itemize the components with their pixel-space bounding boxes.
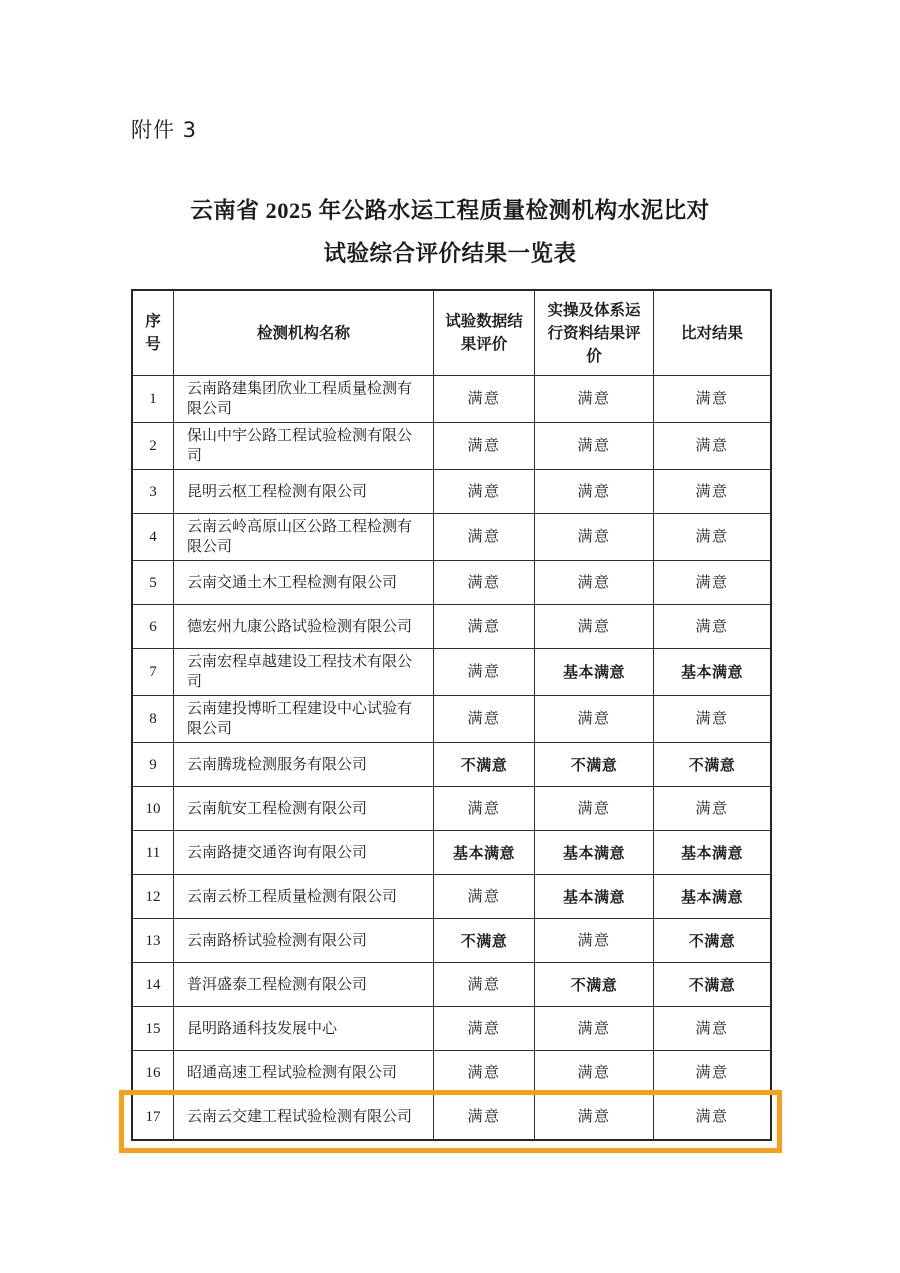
- table-row: [133, 605, 770, 649]
- cell-institution-name: 云南建投博昕工程建设中心试验有限公司: [174, 696, 434, 743]
- table-row: [133, 963, 770, 1007]
- cell-operation-eval: 满意: [535, 787, 654, 831]
- cell-test-data-eval: 满意: [434, 963, 535, 1007]
- cell-test-data-eval: 满意: [434, 470, 535, 514]
- cell-comparison-result: 满意: [654, 514, 770, 561]
- cell-operation-eval: 满意: [535, 561, 654, 605]
- cell-serial-number: 14: [133, 963, 174, 1007]
- cell-comparison-result: 基本满意: [654, 649, 770, 696]
- cell-operation-eval: 不满意: [535, 743, 654, 787]
- cell-institution-name: 云南路捷交通咨询有限公司: [174, 831, 434, 875]
- table-body: [133, 376, 770, 1139]
- cell-test-data-eval: 满意: [434, 649, 535, 696]
- cell-comparison-result: 满意: [654, 1007, 770, 1051]
- cell-comparison-result: 满意: [654, 787, 770, 831]
- cell-institution-name: 云南航安工程检测有限公司: [174, 787, 434, 831]
- cell-serial-number: 10: [133, 787, 174, 831]
- cell-operation-eval: 基本满意: [535, 831, 654, 875]
- cell-comparison-result: 不满意: [654, 963, 770, 1007]
- table-row: [133, 1095, 770, 1139]
- header-institution-name: 检测机构名称: [174, 291, 434, 376]
- cell-institution-name: 普洱盛泰工程检测有限公司: [174, 963, 434, 1007]
- cell-comparison-result: 基本满意: [654, 831, 770, 875]
- cell-institution-name: 保山中宇公路工程试验检测有限公司: [174, 423, 434, 470]
- cell-serial-number: 8: [133, 696, 174, 743]
- title-line-2: 试验综合评价结果一览表: [323, 241, 577, 266]
- cell-operation-eval: 满意: [535, 919, 654, 963]
- cell-institution-name: 昆明路通科技发展中心: [174, 1007, 434, 1051]
- table-row: [133, 875, 770, 919]
- title-line-1: 云南省 2025 年公路水运工程质量检测机构水泥比对: [190, 198, 710, 223]
- cell-institution-name: 昭通高速工程试验检测有限公司: [174, 1051, 434, 1095]
- table-row: [133, 696, 770, 743]
- cell-serial-number: 6: [133, 605, 174, 649]
- cell-test-data-eval: 满意: [434, 423, 535, 470]
- table-row: [133, 1007, 770, 1051]
- cell-comparison-result: 基本满意: [654, 875, 770, 919]
- cell-operation-eval: 满意: [535, 376, 654, 423]
- cell-test-data-eval: 满意: [434, 1007, 535, 1051]
- cell-operation-eval: 不满意: [535, 963, 654, 1007]
- cell-operation-eval: 满意: [535, 423, 654, 470]
- cell-serial-number: 5: [133, 561, 174, 605]
- cell-institution-name: 云南宏程卓越建设工程技术有限公司: [174, 649, 434, 696]
- table-row: [133, 470, 770, 514]
- cell-test-data-eval: 满意: [434, 514, 535, 561]
- cell-institution-name: 云南腾珑检测服务有限公司: [174, 743, 434, 787]
- cell-serial-number: 12: [133, 875, 174, 919]
- cell-serial-number: 16: [133, 1051, 174, 1095]
- table-row: [133, 831, 770, 875]
- cell-comparison-result: 不满意: [654, 743, 770, 787]
- cell-test-data-eval: 满意: [434, 1051, 535, 1095]
- cell-institution-name: 云南路建集团欣业工程质量检测有限公司: [174, 376, 434, 423]
- cell-serial-number: 2: [133, 423, 174, 470]
- header-serial-number: 序号: [133, 291, 174, 376]
- header-row: [133, 291, 770, 376]
- cell-institution-name: 云南交通土木工程检测有限公司: [174, 561, 434, 605]
- cell-test-data-eval: 满意: [434, 1095, 535, 1139]
- cell-test-data-eval: 满意: [434, 696, 535, 743]
- header-operation-eval: 实操及体系运行资料结果评价: [535, 291, 654, 376]
- cell-institution-name: 云南云岭高原山区公路工程检测有限公司: [174, 514, 434, 561]
- cell-operation-eval: 满意: [535, 1095, 654, 1139]
- cell-serial-number: 11: [133, 831, 174, 875]
- cell-test-data-eval: 满意: [434, 376, 535, 423]
- cell-comparison-result: 不满意: [654, 919, 770, 963]
- cell-institution-name: 德宏州九康公路试验检测有限公司: [174, 605, 434, 649]
- cell-test-data-eval: 满意: [434, 875, 535, 919]
- cell-test-data-eval: 不满意: [434, 743, 535, 787]
- cell-test-data-eval: 基本满意: [434, 831, 535, 875]
- cell-institution-name: 云南云桥工程质量检测有限公司: [174, 875, 434, 919]
- cell-serial-number: 1: [133, 376, 174, 423]
- table-row: [133, 787, 770, 831]
- cell-operation-eval: 满意: [535, 1007, 654, 1051]
- table-row: [133, 743, 770, 787]
- cell-test-data-eval: 满意: [434, 605, 535, 649]
- table-row: [133, 376, 770, 423]
- cell-serial-number: 4: [133, 514, 174, 561]
- cell-comparison-result: 满意: [654, 470, 770, 514]
- table-row: [133, 561, 770, 605]
- table-row: [133, 649, 770, 696]
- cell-operation-eval: 满意: [535, 470, 654, 514]
- cell-comparison-result: 满意: [654, 561, 770, 605]
- table-row: [133, 514, 770, 561]
- cell-operation-eval: 满意: [535, 696, 654, 743]
- cell-test-data-eval: 满意: [434, 787, 535, 831]
- attachment-label: 附件 3: [131, 118, 198, 142]
- results-table: [131, 289, 772, 1141]
- table-row: [133, 1051, 770, 1095]
- cell-comparison-result: 满意: [654, 1051, 770, 1095]
- cell-comparison-result: 满意: [654, 423, 770, 470]
- document-title: [0, 189, 900, 275]
- header-test-data-eval: 试验数据结果评价: [434, 291, 535, 376]
- cell-serial-number: 9: [133, 743, 174, 787]
- header-comparison-result: 比对结果: [654, 291, 770, 376]
- table-row: [133, 919, 770, 963]
- cell-serial-number: 15: [133, 1007, 174, 1051]
- cell-institution-name: 云南云交建工程试验检测有限公司: [174, 1095, 434, 1139]
- cell-comparison-result: 满意: [654, 605, 770, 649]
- cell-operation-eval: 基本满意: [535, 649, 654, 696]
- cell-comparison-result: 满意: [654, 376, 770, 423]
- cell-serial-number: 13: [133, 919, 174, 963]
- cell-test-data-eval: 不满意: [434, 919, 535, 963]
- cell-institution-name: 昆明云枢工程检测有限公司: [174, 470, 434, 514]
- cell-operation-eval: 基本满意: [535, 875, 654, 919]
- cell-serial-number: 7: [133, 649, 174, 696]
- cell-operation-eval: 满意: [535, 1051, 654, 1095]
- cell-comparison-result: 满意: [695, 1109, 729, 1125]
- cell-serial-number: 3: [133, 470, 174, 514]
- cell-institution-name: 云南路桥试验检测有限公司: [174, 919, 434, 963]
- cell-operation-eval: 满意: [535, 605, 654, 649]
- cell-test-data-eval: 满意: [434, 561, 535, 605]
- cell-serial-number: 17: [133, 1095, 174, 1139]
- cell-comparison-result: 满意: [654, 696, 770, 743]
- cell-operation-eval: 满意: [535, 514, 654, 561]
- table-row: [133, 423, 770, 470]
